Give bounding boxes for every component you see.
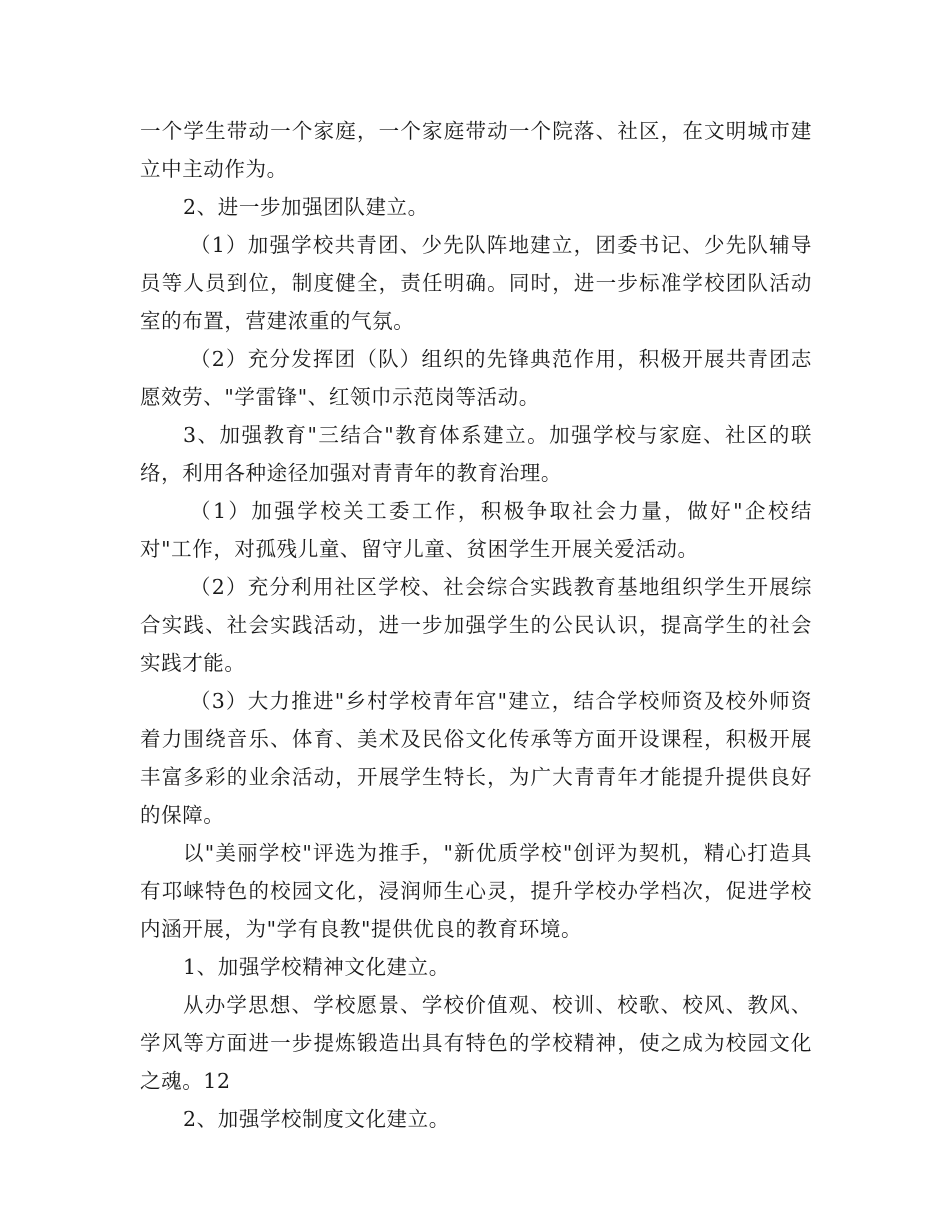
paragraph-9: 以"美丽学校"评选为推手，"新优质学校"创评为契机，精心打造具有邛崃特色的校园文化，浸润师生心灵，提升学校办学档次，促进学校内涵开展，为"学有良教"提供优良的教育环境。 [140, 841, 812, 941]
paragraph-7: （2）充分利用社区学校、社会综合实践教育基地组织学生开展综合实践、社会实践活动，进一步加强学生的公民认识，提高学生的社会实践才能。 [140, 575, 812, 675]
paragraph-11: 从办学思想、学校愿景、学校价值观、校训、校歌、校风、教风、学风等方面进一步提炼锻造出具有特色的学校精神，使之成为校园文化之魂。12 [140, 993, 812, 1093]
paragraph-4: （2）充分发挥团（队）组织的先锋典范作用，积极开展共青团志愿效劳、"学雷锋"、红领巾示范岗等活动。 [140, 347, 812, 409]
paragraph-6: （1）加强学校关工委工作，积极争取社会力量，做好"企校结对"工作，对孤残儿童、留守儿童、贫困学生开展关爱活动。 [140, 499, 812, 561]
paragraph-8: （3）大力推进"乡村学校青年宫"建立，结合学校师资及校外师资着力围绕音乐、体育、美术及民俗文化传承等方面开设课程，积极开展丰富多彩的业余活动，开展学生特长，为广大青青年才能提升提供良好的保障。 [140, 689, 812, 827]
paragraph-2: 2、进一步加强团队建立。 [183, 195, 429, 219]
paragraph-3: （1）加强学校共青团、少先队阵地建立，团委书记、少先队辅导员等人员到位，制度健全，责任明确。同时，进一步标准学校团队活动室的布置，营建浓重的气氛。 [140, 233, 812, 333]
paragraph-12: 2、加强学校制度文化建立。 [183, 1107, 450, 1131]
paragraph-10: 1、加强学校精神文化建立。 [183, 955, 450, 979]
document-body [140, 112, 812, 1138]
paragraph-5: 3、加强教育"三结合"教育体系建立。加强学校与家庭、社区的联络，利用各种途径加强对青青年的教育治理。 [140, 423, 812, 485]
paragraph-1: 一个学生带动一个家庭，一个家庭带动一个院落、社区，在文明城市建立中主动作为。 [140, 119, 812, 181]
